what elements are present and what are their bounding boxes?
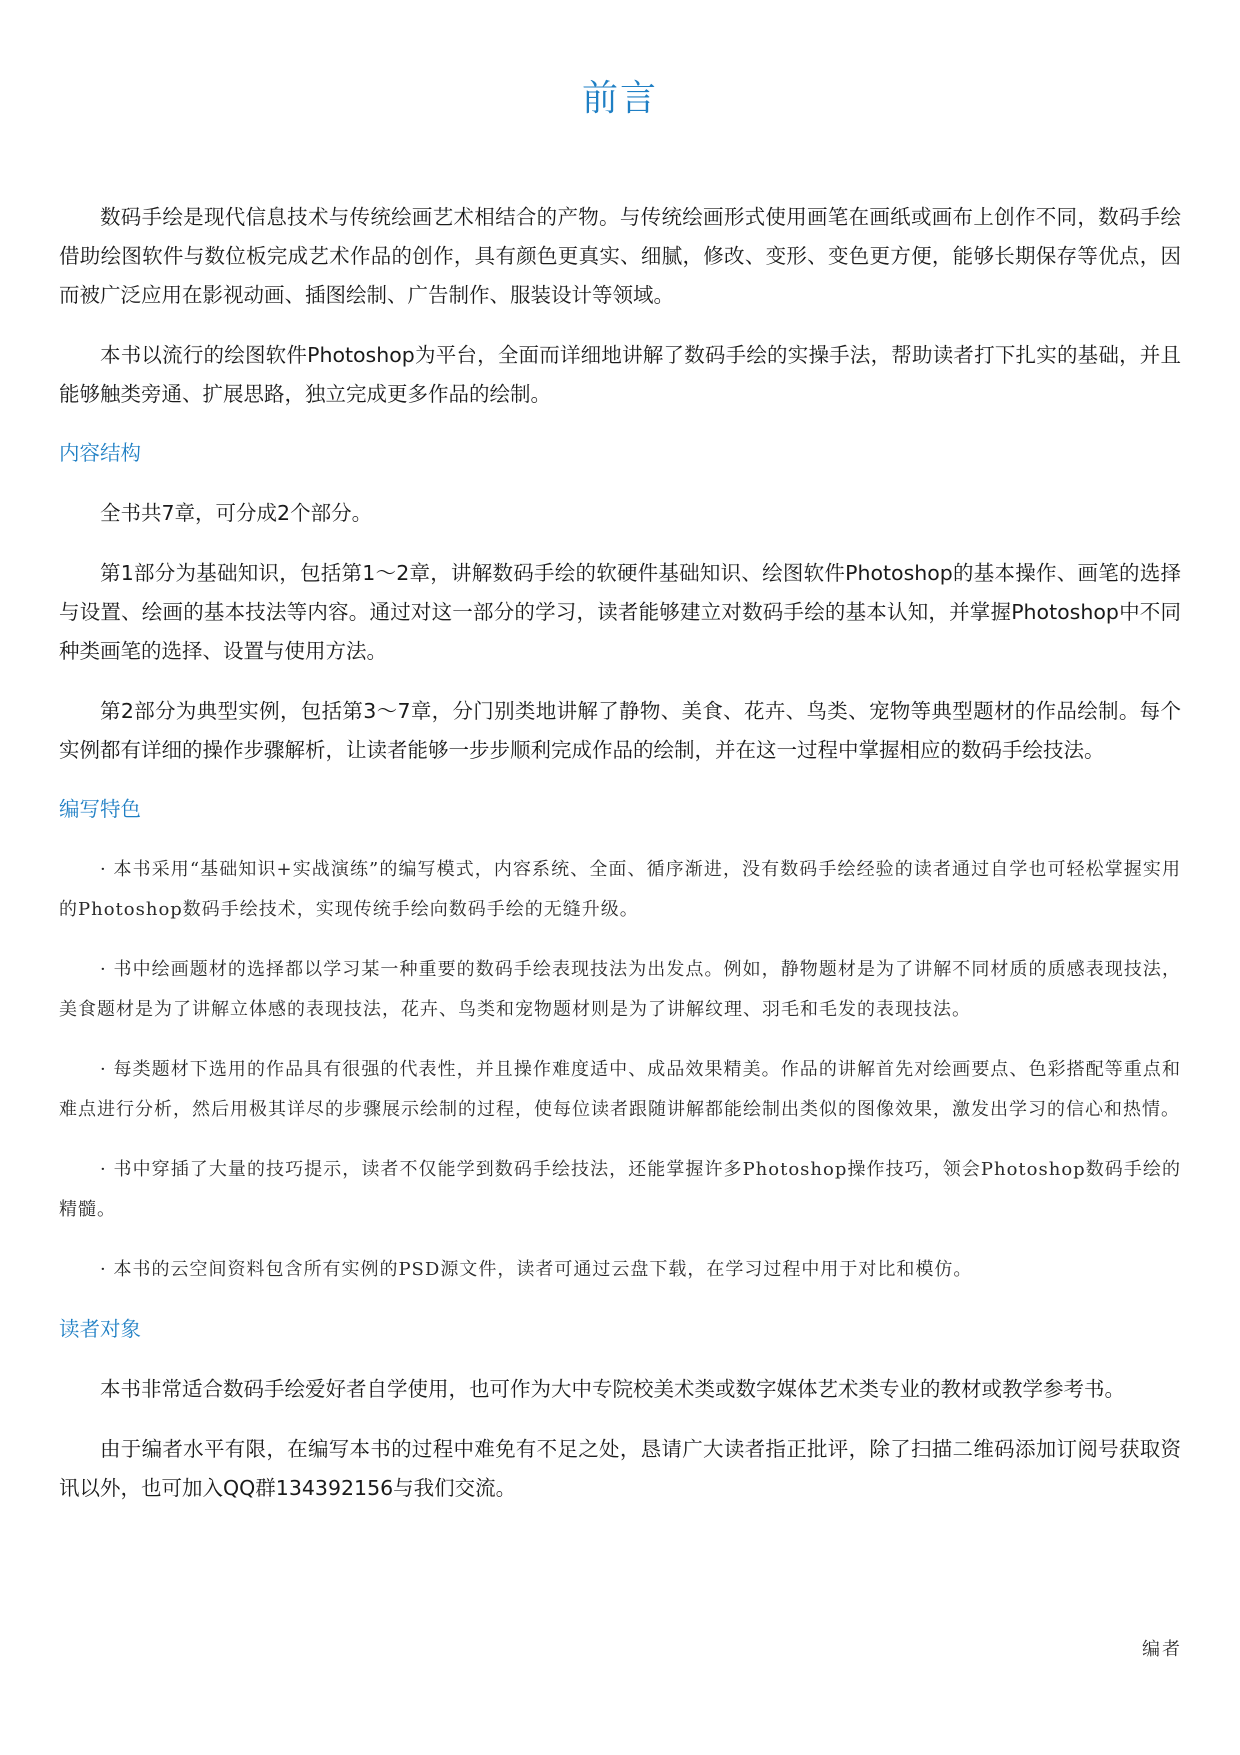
feature-item-1: · 本书采用“基础知识+实战演练”的编写模式，内容系统、全面、循序渐进，没有数码手绘经验的读者通过自学也可轻松掌握实用的Photoshop数码手绘技术，实现传统手绘向数码手绘的无缝升级。	[59, 859, 1181, 920]
audience-paragraph-1: 本书非常适合数码手绘爱好者自学使用，也可作为大中专院校美术类或数字媒体艺术类专业的教材或教学参考书。	[100, 1377, 1125, 1401]
feature-item-4: · 书中穿插了大量的技巧提示，读者不仅能学到数码手绘技法，还能掌握许多Photoshop操作技巧，领会Photoshop数码手绘的精髓。	[59, 1159, 1181, 1220]
signature: 编者	[1142, 1639, 1182, 1660]
intro-paragraph-1: 数码手绘是现代信息技术与传统绘画艺术相结合的产物。与传统绘画形式使用画笔在画纸或画布上创作不同，数码手绘借助绘图软件与数位板完成艺术作品的创作，具有颜色更真实、细腻，修改、变形、变色更方便，能够长期保存等优点，因而被广泛应用在影视动画、插图绘制、广告制作、服装设计等领域。	[59, 205, 1181, 307]
structure-paragraph-1: 全书共7章，可分成2个部分。	[100, 501, 373, 525]
feature-item-3: · 每类题材下选用的作品具有很强的代表性，并且操作难度适中、成品效果精美。作品的讲解首先对绘画要点、色彩搭配等重点和难点进行分析，然后用极其详尽的步骤展示绘制的过程，使每位读者跟随讲解都能绘制出类似的图像效果，激发出学习的信心和热情。	[59, 1059, 1181, 1120]
section-heading-audience: 读者对象	[59, 1317, 141, 1341]
audience-paragraph-2: 由于编者水平有限，在编写本书的过程中难免有不足之处，恳请广大读者指正批评，除了扫描二维码添加订阅号获取资讯以外，也可加入QQ群134392156与我们交流。	[59, 1437, 1181, 1500]
section-heading-features: 编写特色	[59, 797, 141, 821]
page-title: 前言	[581, 78, 658, 119]
intro-paragraph-2: 本书以流行的绘图软件Photoshop为平台，全面而详细地讲解了数码手绘的实操手法，帮助读者打下扎实的基础，并且能够触类旁通、扩展思路，独立完成更多作品的绘制。	[59, 343, 1181, 406]
feature-item-5: · 本书的云空间资料包含所有实例的PSD源文件，读者可通过云盘下载，在学习过程中用于对比和模仿。	[100, 1259, 973, 1280]
structure-paragraph-3: 第2部分为典型实例，包括第3～7章，分门别类地讲解了静物、美食、花卉、鸟类、宠物等典型题材的作品绘制。每个实例都有详细的操作步骤解析，让读者能够一步步顺利完成作品的绘制，并在这一过程中掌握相应的数码手绘技法。	[59, 699, 1181, 762]
section-heading-structure: 内容结构	[59, 441, 141, 465]
structure-paragraph-2: 第1部分为基础知识，包括第1～2章，讲解数码手绘的软硬件基础知识、绘图软件Photoshop的基本操作、画笔的选择与设置、绘画的基本技法等内容。通过对这一部分的学习，读者能够建立对数码手绘的基本认知，并掌握Photoshop中不同种类画笔的选择、设置与使用方法。	[59, 561, 1181, 663]
feature-item-2: · 书中绘画题材的选择都以学习某一种重要的数码手绘表现技法为出发点。例如，静物题材是为了讲解不同材质的质感表现技法，美食题材是为了讲解立体感的表现技法，花卉、鸟类和宠物题材则是为了讲解纹理、羽毛和毛发的表现技法。	[59, 959, 1181, 1020]
content	[59, 198, 1181, 1529]
